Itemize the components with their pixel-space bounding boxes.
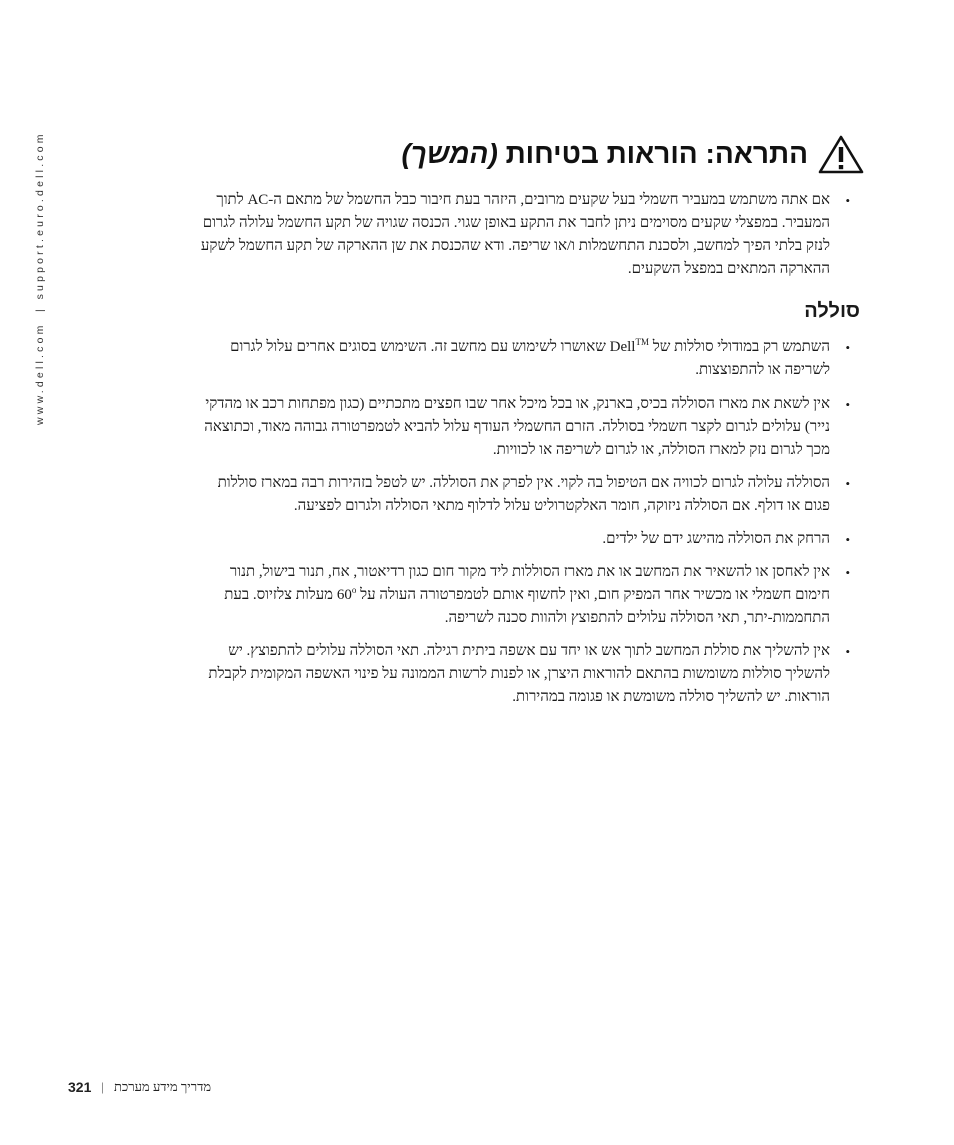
page-title-main: התראה: הוראות בטיחות — [505, 138, 808, 169]
side-url-separator: | — [34, 309, 46, 313]
list-item: • השתמש רק במודולי סוללות של Dell™ שאושרו לשימוש עם מחשב זה. השימוש בסוגים אחרים עלול לגרום לשריפה או להתפוצצות. — [196, 336, 860, 382]
list-item: • אין להשליך את סוללת המחשב לתוך אש או יחד עם אשפה ביתית רגילה. תאי הסוללה עלולים להתפוצץ. יש להשליך סוללות משומשות בהתאם להוראות היצרן, או לפנות לרשות הממונה על פינוי האשפה המקומית לקבלת הוראות. יש להשליך סוללה משומשת או פגומה במהירות. — [196, 640, 860, 709]
list-item: • הרחק את הסוללה מהישג ידם של ילדים. — [196, 528, 860, 551]
warning-triangle-icon — [818, 134, 864, 174]
list-item: • אין לאחסן או להשאיר את המחשב או את מארז הסוללות ליד מקור חום כגון רדיאטור, אח, תנור בישול, תנור חימום חשמלי או מכשיר אחר המפיק חום, ואין לחשוף אותם לטמפרטורה העולה על 60$^o$ מעלות צלזיוס. בעת התחממות-יתר, תאי הסוללה עלולים להתפוצץ ולהוות סכנה לשריפה. — [196, 561, 860, 630]
brand-name: Dell™ — [609, 337, 649, 355]
side-url-left: www.dell.com — [34, 322, 46, 425]
list-item: • הסוללה עלולה לגרום לכוויה אם הטיפול בה לקוי. אין לפרק את הסוללה. יש לטפל בזהירות רבה במארז סוללות פגום או דולף. אם הסוללה ניזוקה, חומר האלקטרוליט עלול לדלוף מתאי הסוללה ולגרום לפציעה. — [196, 472, 860, 518]
battery-heading: סוללה — [804, 300, 860, 322]
page-number: 321 — [68, 1079, 92, 1095]
page-title — [401, 138, 808, 170]
temperature-value: 60$^o$ — [336, 585, 357, 603]
warning-heading — [390, 131, 864, 177]
side-url — [34, 125, 52, 425]
page-title-continued: (המשך) — [401, 138, 498, 169]
page-footer — [68, 1076, 368, 1098]
battery-section — [196, 336, 860, 709]
side-url-right: support.euro.dell.com — [34, 131, 46, 300]
list-item: • אין לשאת את מארז הסוללה בכיס, בארנק, או בכל מיכל אחר שבו חפצים מתכתיים (כגון מפתחות רכב או מהדקי נייר) עלולים לגרום לקצר חשמלי בסוללה. הזרם החשמלי העודף עלול להביא לטמפרטורה גבוהה מאוד, וכתוצאה מכך לגרום נזק למארז הסוללה, או לגרום לשריפה או לכוויות. — [196, 393, 860, 462]
list-item: • אם אתה משתמש במעביר חשמלי בעל שקעים מרובים, היזהר בעת חיבור כבל החשמל של מתאם ה-AC לתוך המעביר. במפצלי שקעים מסוימים ניתן לחבר את התקע באופן שגוי. הכנסה שגויה של תקע החשמל עלולה לגרום לנזק בלתי הפיך למחשב, ולסכנת התחשמלות ו/או שריפה. ודא שהכנסת את שן ההארקה של תקע החשמל לשקע ההארקה המתאים במפצל השקעים. — [196, 189, 860, 281]
footer-title: מדריך מידע מערכת — [113, 1079, 212, 1094]
ac-adapter-section — [196, 189, 860, 281]
footer-separator: | — [101, 1079, 104, 1094]
